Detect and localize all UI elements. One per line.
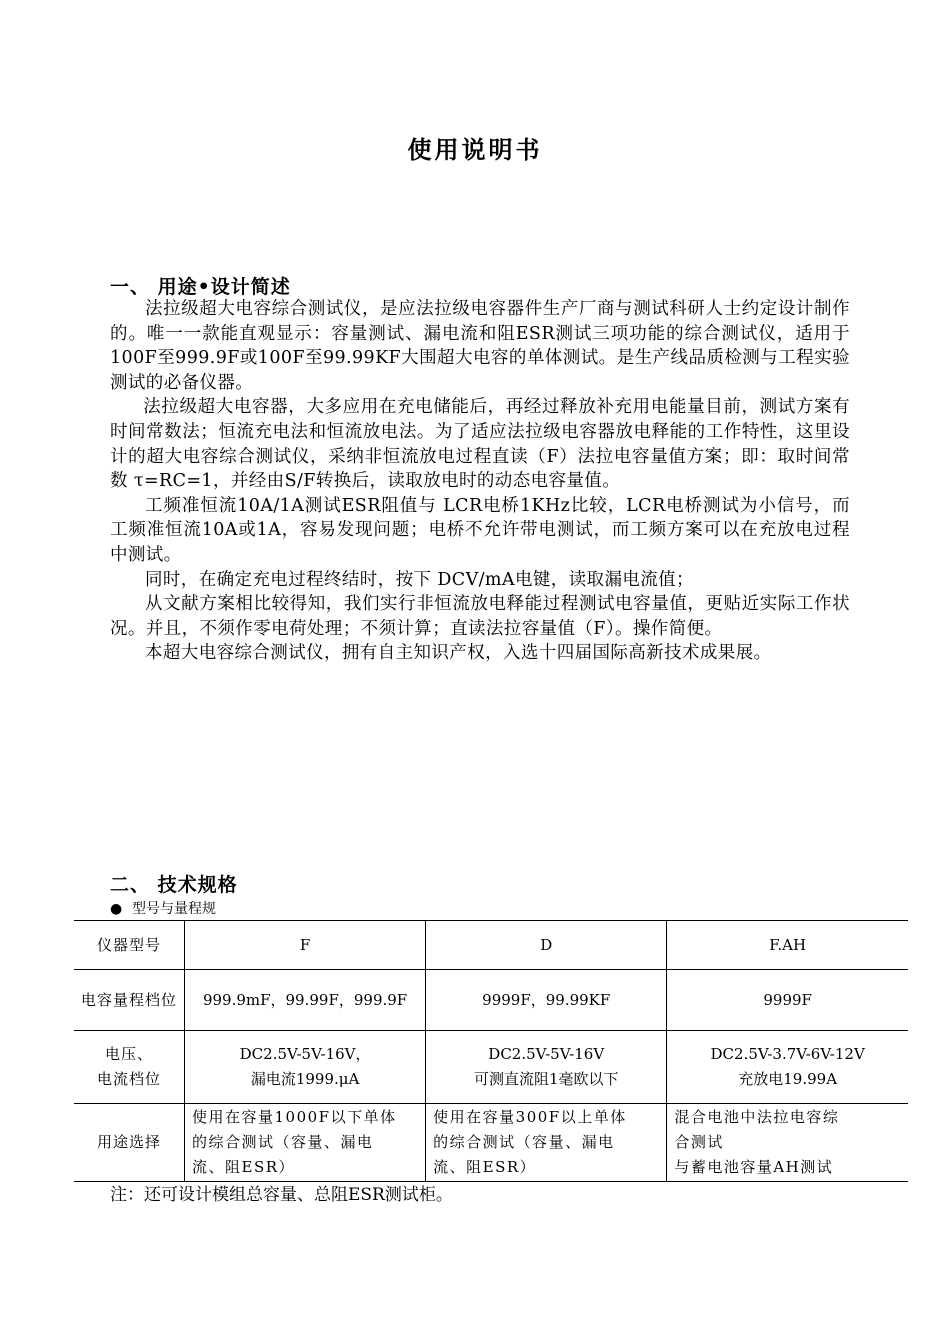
table-header-cell: F (185, 921, 426, 970)
table-cell (185, 1031, 426, 1104)
paragraph: 同时，在确定充电过程终结时，按下 DCV/mA电键，读取漏电流值； (145, 569, 694, 590)
cell-line: 使用在容量300F以上单体 (433, 1108, 627, 1126)
table-cell (426, 1104, 667, 1182)
table-row (74, 1104, 908, 1182)
table-cell (667, 1031, 908, 1104)
table-cell: 999.9mF，99.99F，999.9F (185, 970, 426, 1031)
cell-line: 流、阻ESR） (433, 1158, 537, 1176)
bullet-item (110, 898, 216, 918)
cell-line: 混合电池中法拉电容综 (674, 1108, 840, 1126)
table-header-cell: F.AH (667, 921, 908, 970)
table-header-cell: D (426, 921, 667, 970)
paragraph: 法拉级超大电容综合测试仪，是应法拉级电容器件生产厂商与测试科研人士约定设计制作的。唯一一款能直观显示：容量测试、漏电流和阻ESR测试三项功能的综合测试仪，适用于100F至999.9F或100F至99.99KF大围超大电容的单体测试。是生产线品质检测与工程实验测试的必备仪器。 (110, 299, 850, 393)
table-cell (667, 1104, 908, 1182)
paragraph: 本超大电容综合测试仪，拥有自主知识产权，入选十四届国际高新技术成果展。 (145, 643, 772, 664)
row-label: 电容量程档位 (74, 970, 185, 1031)
table-row (74, 1031, 908, 1104)
cell-line: 与蓄电池容量AH测试 (674, 1158, 834, 1176)
cell-line: 合测试 (674, 1133, 724, 1151)
row-label (74, 1031, 185, 1104)
spec-table (74, 920, 908, 1182)
table-cell (426, 1031, 667, 1104)
section-heading-purpose: 一、 用途•设计简述 (110, 276, 291, 298)
row-label-line: 电流档位 (96, 1070, 161, 1088)
cell-line: DC2.5V-5V-16V (488, 1045, 605, 1063)
bullet-text: 型号与量程规 (132, 901, 216, 917)
row-label-line: 电压、 (104, 1045, 153, 1063)
row-label: 用途选择 (74, 1104, 185, 1182)
cell-line: DC2.5V-5V-16V， (239, 1045, 371, 1063)
table-cell: 9999F (667, 970, 908, 1031)
cell-line: 可测直流阻1毫欧以下 (473, 1070, 619, 1088)
paragraph: 法拉级超大电容器，大多应用在充电储能后，再经过释放补充用电能量目前，测试方案有时间常数法；恒流充电法和恒流放电法。为了适应法拉级电容器放电释能的工作特性，这里设计的超大电容综合测试仪，采纳非恒流放电过程直读（F）法拉电容量值方案；即：取时间常数 τ=RC=1，并经由S/F转换后，读取放电时的动态电容量值。 (110, 397, 850, 492)
paragraph: 从文献方案相比较得知，我们实行非恒流放电释能过程测试电容量值，更贴近实际工作状况。并且，不须作零电荷处理；不须计算；直读法拉容量值（F）。操作简便。 (110, 594, 850, 639)
section-body-purpose (110, 297, 850, 666)
cell-line: DC2.5V-3.7V-6V-12V (710, 1045, 865, 1063)
table-note: 注：还可设计模组总容量、总阻ESR测试柜。 (110, 1185, 453, 1205)
table-row (74, 921, 908, 970)
paragraph: 工频准恒流10A/1A测试ESR阻值与 LCR电桥1KHz比较，LCR电桥测试为小信号，而工频准恒流10A或1A，容易发现问题；电桥不允许带电测试，而工频方案可以在充放电过程中测试。 (110, 495, 850, 565)
bullet-icon: ● (110, 901, 123, 917)
cell-line: 使用在容量1000F以下单体 (192, 1108, 397, 1126)
cell-line: 的综合测试（容量、漏电 (192, 1133, 374, 1151)
table-cell: 9999F，99.99KF (426, 970, 667, 1031)
cell-line: 漏电流1999.μA (250, 1070, 360, 1088)
table-header-cell: 仪器型号 (74, 921, 185, 970)
table-row (74, 970, 908, 1031)
cell-line: 充放电19.99A (738, 1070, 838, 1088)
cell-line: 流、阻ESR） (192, 1158, 296, 1176)
section-heading-specs: 二、 技术规格 (110, 874, 238, 896)
document-title: 使用说明书 (407, 136, 543, 164)
table-cell (185, 1104, 426, 1182)
cell-line: 的综合测试（容量、漏电 (433, 1133, 615, 1151)
